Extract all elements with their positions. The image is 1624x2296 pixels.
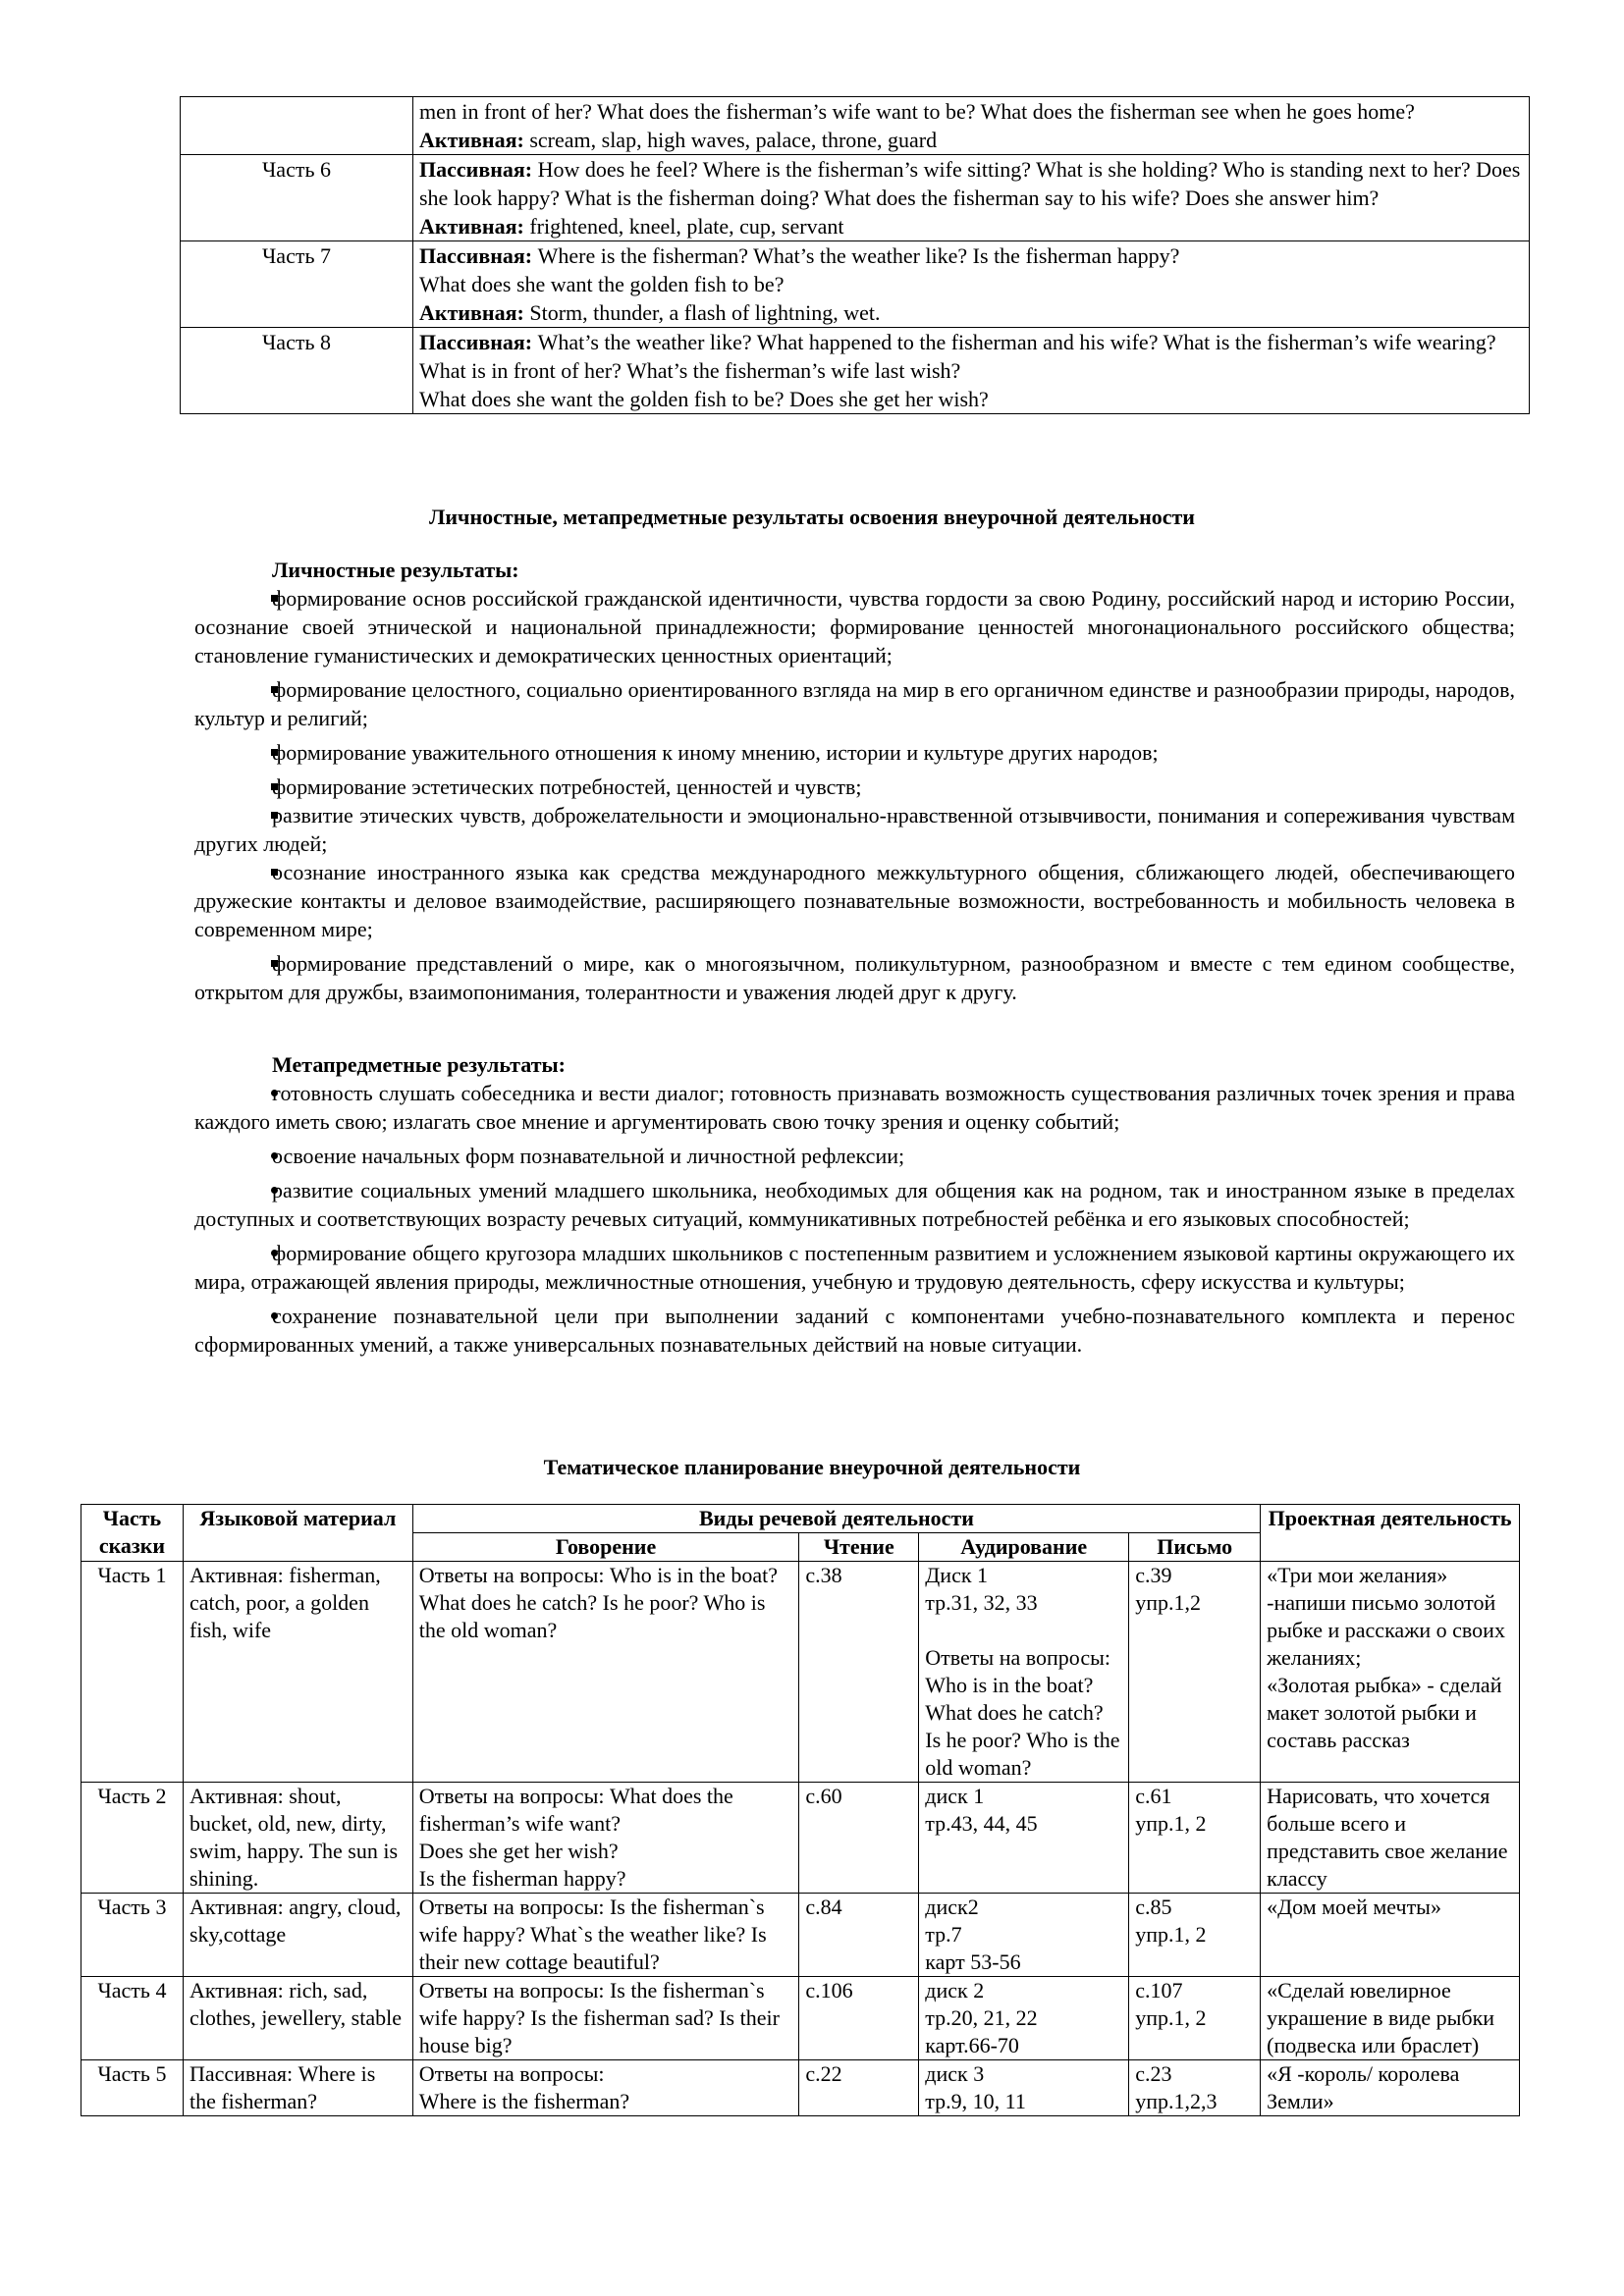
material-cell: Активная: rich, sad, clothes, jewellery, stable <box>183 1977 412 2060</box>
part-cell: Часть 1 <box>81 1562 184 1783</box>
planning-table-body <box>81 1562 1520 2116</box>
row-text: What does she want the golden fish to be? <box>419 272 785 296</box>
list-item: формирование основ российской гражданской идентичности, чувства гордости за свою Родину, российский народ и историю России, осознание своей этнической и национальной принадлежности; формирование ценностей многонационального российского общества; становление гуманистических и демократических ценностных ориентаций; <box>194 586 1515 667</box>
speaking-cell: Ответы на вопросы: Who is in the boat? What does he catch? Is he poor? Who is the old woman? <box>412 1562 799 1783</box>
reading-cell: с.60 <box>799 1783 919 1894</box>
material-cell: Активная: fisherman, catch, poor, a golden fish, wife <box>183 1562 412 1783</box>
material-cell: Активная: shout, bucket, old, new, dirty, swim, happy. The sun is shining. <box>183 1783 412 1894</box>
list-item: освоение начальных форм познавательной и личностной рефлексии; <box>272 1144 905 1168</box>
table-row <box>81 1894 1520 1977</box>
reading-cell: с.38 <box>799 1562 919 1783</box>
list-item: сохранение познавательной цели при выполнении заданий с компонентами учебно-познавательного комплекта и перенос сформированных умений, а также универсальных познавательных действий на новые ситуации. <box>194 1304 1515 1357</box>
questions-cell <box>413 241 1530 328</box>
header-speaking: Говорение <box>412 1533 799 1562</box>
part-cell: Часть 4 <box>81 1977 184 2060</box>
passive-label: Пассивная: <box>419 243 533 268</box>
reading-cell: с.22 <box>799 2060 919 2116</box>
list-item: осознание иностранного языка как средства международного межкультурного общения, сближающего людей, обеспечивающего дружеские контакты и деловое взаимодействие, расширяющего познавательные возможности, востребованность и мобильность человека в современном мире; <box>194 860 1515 941</box>
project-cell: Нарисовать, что хочется больше всего и представить свое желание классу <box>1261 1783 1520 1894</box>
part-cell: Часть 6 <box>181 155 413 241</box>
header-activities: Виды речевой деятельности <box>412 1505 1260 1533</box>
header-writing: Письмо <box>1129 1533 1261 1562</box>
listening-cell: диск2 тр.7 карт 53-56 <box>919 1894 1129 1977</box>
list-item: формирование представлений о мире, как о многоязычном, поликультурном, разнообразном и вместе с тем едином сообществе, открытом для дружбы, взаимопонимания, толерантности и уважения людей друг к другу. <box>194 951 1515 1004</box>
questions-cell <box>413 97 1530 155</box>
passive-label: Пассивная: <box>419 157 533 182</box>
listening-cell: диск 3 тр.9, 10, 11 <box>919 2060 1129 2116</box>
table-row <box>81 1783 1520 1894</box>
row-text: men in front of her? What does the fisherman’s wife want to be? What does the fisherman see when he goes home? <box>419 99 1415 124</box>
part-cell <box>181 97 413 155</box>
plan-title: Тематическое планирование внеурочной деятельности <box>543 1455 1081 1479</box>
row-text: scream, slap, high waves, palace, throne, guard <box>523 128 938 152</box>
row-text: What does she want the golden fish to be? Does she get her wish? <box>419 387 989 411</box>
list-item: формирование общего кругозора младших школьников с постепенным развитием и усложнением языковой картины окружающего их мира, отражающей явления природы, межличностные отношения, учебную и трудовую деятельность, сферу искусства и культуры; <box>194 1241 1515 1294</box>
questions-cell <box>413 328 1530 414</box>
list-item: формирование эстетических потребностей, ценностей и чувств; <box>272 774 862 799</box>
row-text: What’s the weather like? What happened to the fisherman and his wife? What is the fisherman’s wife wearing? What is in front of her? What’s the fisherman’s wife last wish? <box>419 330 1496 383</box>
header-reading: Чтение <box>799 1533 919 1562</box>
writing-cell: с.85 упр.1, 2 <box>1129 1894 1261 1977</box>
header-part: Часть сказки <box>81 1505 184 1562</box>
meta-list <box>194 1079 1515 1359</box>
part-cell: Часть 3 <box>81 1894 184 1977</box>
writing-cell: с.23 упр.1,2,3 <box>1129 2060 1261 2116</box>
list-item: формирование уважительного отношения к иному мнению, истории и культуре других народов; <box>272 740 1159 765</box>
table-row <box>181 328 1530 414</box>
personal-list <box>194 584 1515 1006</box>
row-text: frightened, kneel, plate, cup, servant <box>523 214 844 239</box>
table-row <box>181 97 1530 155</box>
project-cell: «Три мои желания» -напиши письмо золотой рыбке и расскажи о своих желаниях; «Золотая рыбка» - сделай макет золотой рыбки и составь рассказ <box>1261 1562 1520 1783</box>
table-row <box>81 2060 1520 2116</box>
table-row <box>181 241 1530 328</box>
active-label: Активная: <box>419 128 524 152</box>
reading-cell: с.84 <box>799 1894 919 1977</box>
meta-heading: Метапредметные результаты: <box>272 1052 566 1077</box>
part-cell: Часть 5 <box>81 2060 184 2116</box>
listening-cell: Диск 1 тр.31, 32, 33 Ответы на вопросы: Who is in the boat? What does he catch? Is he poor? Who is the old woman? <box>919 1562 1129 1783</box>
list-item: готовность слушать собеседника и вести диалог; готовность признавать возможность существования различных точек зрения и права каждого иметь свою; излагать свое мнение и аргументировать свою точку зрения и оценку событий; <box>194 1081 1515 1134</box>
table-row <box>81 1562 1520 1783</box>
speaking-cell: Ответы на вопросы: Is the fisherman`s wife happy? Is the fisherman sad? Is their house big? <box>412 1977 799 2060</box>
writing-cell: с.107 упр.1, 2 <box>1129 1977 1261 2060</box>
writing-cell: с.39 упр.1,2 <box>1129 1562 1261 1783</box>
project-cell: «Дом моей мечты» <box>1261 1894 1520 1977</box>
header-material: Языковой материал <box>183 1505 412 1562</box>
passive-label: Пассивная: <box>419 330 533 354</box>
table-header-row <box>81 1505 1520 1533</box>
active-label: Активная: <box>419 300 524 325</box>
row-text: How does he feel? Where is the fisherman’s wife sitting? What is she holding? Who is standing next to her? Does she look happy? What is the fisherman doing? What does the fisherman say to his wife? Does she answer him? <box>419 157 1521 210</box>
list-item: формирование целостного, социально ориентированного взгляда на мир в его органичном единстве и разнообразии природы, народов, культур и религий; <box>194 677 1515 730</box>
list-item: развитие социальных умений младшего школьника, необходимых для общения как на родном, так и иностранном языке в пределах доступных и соответствующих возрасту речевых ситуаций, коммуникативных потребностей ребёнка и его языковых способностей; <box>194 1178 1515 1231</box>
row-text: Storm, thunder, a flash of lightning, wet. <box>523 300 881 325</box>
section-title: Личностные, метапредметные результаты освоения внеурочной деятельности <box>428 505 1195 529</box>
reading-cell: с.106 <box>799 1977 919 2060</box>
material-cell: Активная: angry, cloud, sky,cottage <box>183 1894 412 1977</box>
table-row <box>181 155 1530 241</box>
speaking-cell: Ответы на вопросы: What does the fisherman’s wife want? Does she get her wish? Is the fisherman happy? <box>412 1783 799 1894</box>
table-row <box>81 1977 1520 2060</box>
row-text: Where is the fisherman? What’s the weather like? Is the fisherman happy? <box>532 243 1180 268</box>
writing-cell: с.61 упр.1, 2 <box>1129 1783 1261 1894</box>
questions-cell <box>413 155 1530 241</box>
project-cell: «Сделай ювелирное украшение в виде рыбки (подвеска или браслет) <box>1261 1977 1520 2060</box>
header-project: Проектная деятельность <box>1261 1505 1520 1562</box>
header-listening: Аудирование <box>919 1533 1129 1562</box>
speaking-cell: Ответы на вопросы: Is the fisherman`s wife happy? What`s the weather like? Is their new cottage beautiful? <box>412 1894 799 1977</box>
speaking-cell: Ответы на вопросы: Where is the fisherman? <box>412 2060 799 2116</box>
part-cell: Часть 8 <box>181 328 413 414</box>
list-item: развитие этических чувств, доброжелательности и эмоционально-нравственной отзывчивости, понимания и сопереживания чувствам других людей; <box>194 803 1515 856</box>
listening-cell: диск 2 тр.20, 21, 22 карт.66-70 <box>919 1977 1129 2060</box>
part-cell: Часть 2 <box>81 1783 184 1894</box>
personal-heading: Личностные результаты: <box>272 558 519 582</box>
listening-cell: диск 1 тр.43, 44, 45 <box>919 1783 1129 1894</box>
planning-table <box>81 1504 1520 2116</box>
questions-table <box>180 96 1530 414</box>
project-cell: «Я -король/ королева Земли» <box>1261 2060 1520 2116</box>
part-cell: Часть 7 <box>181 241 413 328</box>
material-cell: Пассивная: Where is the fisherman? <box>183 2060 412 2116</box>
active-label: Активная: <box>419 214 524 239</box>
